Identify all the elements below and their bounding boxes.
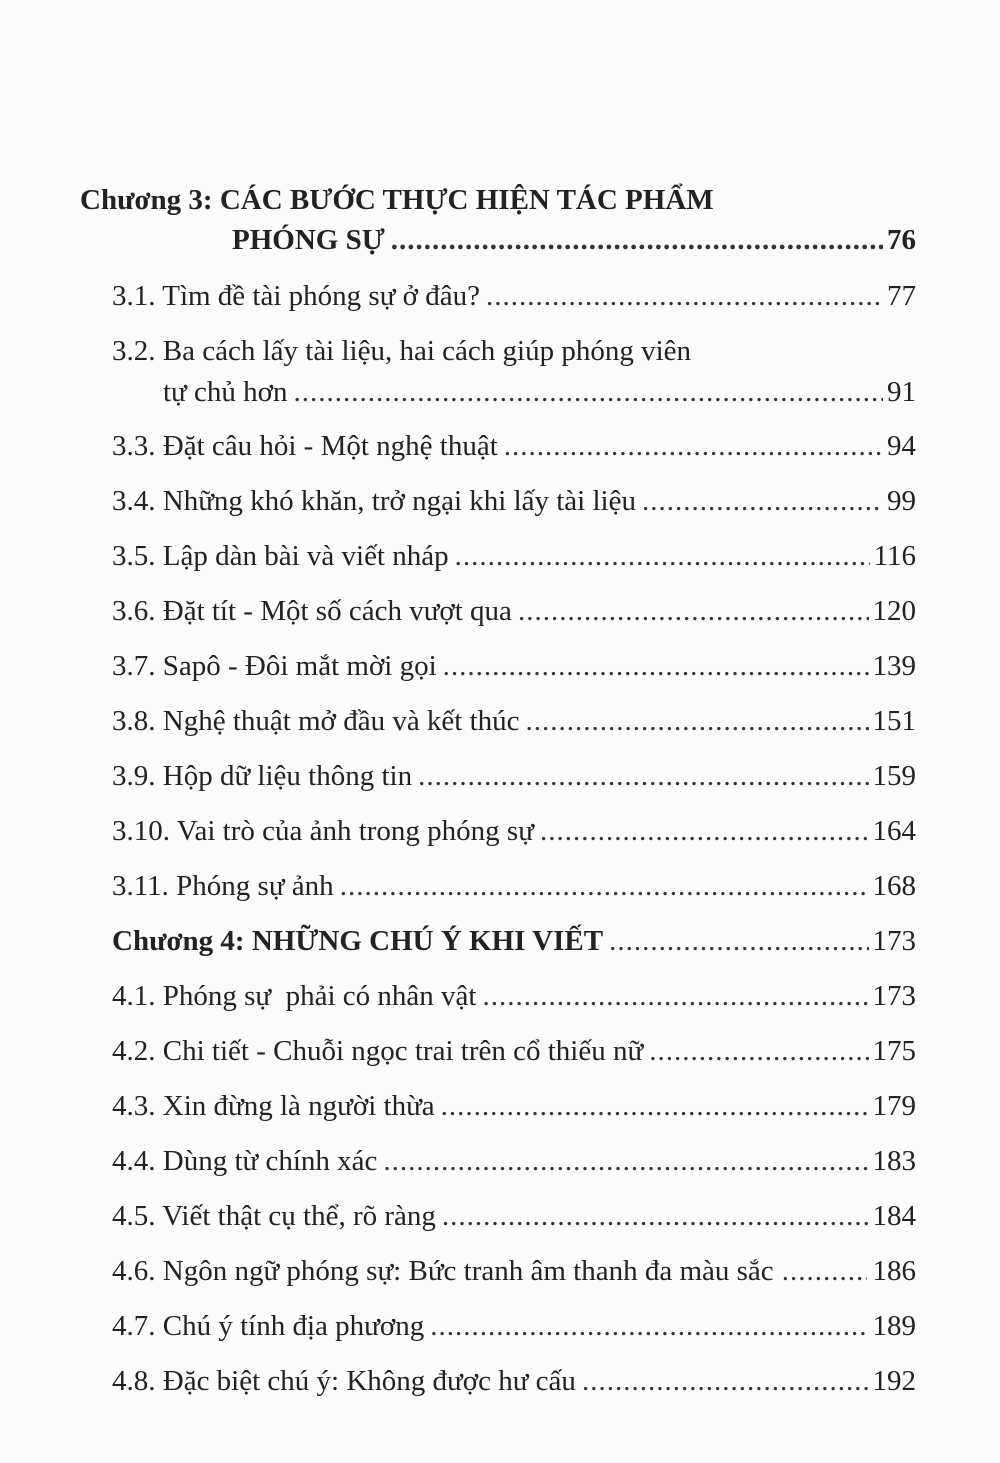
page-number: 116 bbox=[873, 540, 916, 572]
leader-dots bbox=[526, 707, 869, 736]
chapter-3-title-continued bbox=[232, 226, 916, 255]
toc-entry bbox=[112, 1037, 916, 1066]
leader-dots bbox=[391, 226, 883, 255]
toc-entry-title: 3.5. Lập dàn bài và viết nháp bbox=[112, 540, 449, 572]
leader-dots bbox=[486, 282, 883, 311]
page-number: 164 bbox=[872, 815, 916, 847]
toc-entry bbox=[112, 542, 916, 571]
page-number: 120 bbox=[872, 595, 916, 627]
toc-entry bbox=[112, 707, 916, 736]
toc-entry-title-line1: 3.2. Ba cách lấy tài liệu, hai cách giúp phóng viên bbox=[112, 335, 692, 367]
toc-entry-title: 4.8. Đặc biệt chú ý: Không được hư cấu bbox=[112, 1365, 576, 1397]
leader-dots bbox=[441, 1092, 869, 1121]
page-number: 192 bbox=[872, 1365, 916, 1397]
toc-entry-title: 3.11. Phóng sự ảnh bbox=[112, 870, 334, 902]
toc-entry-title: 3.6. Đặt tít - Một số cách vượt qua bbox=[112, 595, 512, 627]
page-number: 189 bbox=[872, 1310, 916, 1342]
chapter-3-title-line2: PHÓNG SỰ bbox=[232, 224, 385, 256]
toc-entry bbox=[112, 1257, 916, 1286]
chapter-4-title: Chương 4: NHỮNG CHÚ Ý KHI VIẾT bbox=[112, 925, 604, 957]
toc-entry bbox=[112, 487, 916, 516]
toc-entry-title: 4.1. Phóng sự phải có nhân vật bbox=[112, 980, 477, 1012]
chapter-3-title: Chương 3: CÁC BƯỚC THỰC HIỆN TÁC PHẨM bbox=[80, 184, 714, 216]
leader-dots bbox=[340, 872, 869, 901]
toc-entry-title: 4.5. Viết thật cụ thể, rõ ràng bbox=[112, 1200, 436, 1232]
toc-entry bbox=[112, 817, 916, 846]
toc-entry bbox=[112, 762, 916, 791]
toc-entry-title: 3.9. Hộp dữ liệu thông tin bbox=[112, 760, 413, 792]
leader-dots bbox=[430, 1312, 868, 1341]
toc-entry bbox=[112, 1092, 916, 1121]
page-number: 139 bbox=[872, 650, 916, 682]
page-number: 184 bbox=[872, 1200, 916, 1232]
page-number: 179 bbox=[872, 1090, 916, 1122]
toc-entry-title: 3.10. Vai trò của ảnh trong phóng sự bbox=[112, 815, 534, 847]
toc-entry bbox=[112, 872, 916, 901]
leader-dots bbox=[482, 982, 868, 1011]
toc-entry-title: 3.8. Nghệ thuật mở đầu và kết thúc bbox=[112, 705, 520, 737]
leader-dots bbox=[418, 762, 868, 791]
toc-entry-title: 4.7. Chú ý tính địa phương bbox=[112, 1310, 425, 1342]
toc-entry-title: 4.2. Chi tiết - Chuỗi ngọc trai trên cổ thiếu nữ bbox=[112, 1035, 644, 1067]
toc-entry bbox=[112, 1147, 916, 1176]
page-number: 186 bbox=[872, 1255, 916, 1287]
page-number: 168 bbox=[872, 870, 916, 902]
toc-entry bbox=[112, 282, 916, 311]
page-number: 173 bbox=[872, 980, 916, 1012]
leader-dots bbox=[455, 542, 870, 571]
leader-dots bbox=[649, 1037, 868, 1066]
leader-dots bbox=[609, 927, 868, 956]
page-number: 159 bbox=[872, 760, 916, 792]
leader-dots bbox=[443, 652, 869, 681]
leader-dots bbox=[293, 378, 883, 407]
leader-dots bbox=[782, 1257, 867, 1286]
leader-dots bbox=[540, 817, 869, 846]
chapter-4-heading bbox=[112, 927, 916, 956]
toc-entry-title: tự chủ hơn bbox=[163, 376, 288, 408]
toc-entry bbox=[112, 432, 916, 461]
leader-dots bbox=[383, 1147, 868, 1176]
page-number: 76 bbox=[887, 224, 916, 256]
page-number: 183 bbox=[872, 1145, 916, 1177]
toc-entry-title: 3.7. Sapô - Đôi mắt mời gọi bbox=[112, 650, 437, 682]
page-number: 94 bbox=[887, 430, 916, 462]
page-number: 99 bbox=[887, 485, 916, 517]
toc-entry bbox=[112, 1312, 916, 1341]
toc-entry-title: 4.4. Dùng từ chính xác bbox=[112, 1145, 378, 1177]
toc-entry-title: 4.6. Ngôn ngữ phóng sự: Bức tranh âm thanh đa màu sắc bbox=[112, 1255, 774, 1287]
page-number: 173 bbox=[872, 925, 916, 957]
toc-entry bbox=[112, 1202, 916, 1231]
toc-entry bbox=[112, 1367, 916, 1396]
toc-entry bbox=[163, 378, 916, 407]
leader-dots bbox=[518, 597, 869, 626]
toc-entry-title: 3.1. Tìm đề tài phóng sự ở đâu? bbox=[112, 280, 480, 312]
page-number: 91 bbox=[887, 376, 916, 408]
page-number: 151 bbox=[872, 705, 916, 737]
toc-entry-title: 3.3. Đặt câu hỏi - Một nghệ thuật bbox=[112, 430, 498, 462]
toc-entry bbox=[112, 652, 916, 681]
page-number: 175 bbox=[872, 1035, 916, 1067]
leader-dots bbox=[504, 432, 883, 461]
leader-dots bbox=[442, 1202, 869, 1231]
toc-entry bbox=[112, 982, 916, 1011]
toc-entry-title: 3.4. Những khó khăn, trở ngại khi lấy tài liệu bbox=[112, 485, 636, 517]
leader-dots bbox=[642, 487, 883, 516]
page-number: 77 bbox=[887, 280, 916, 312]
leader-dots bbox=[582, 1367, 869, 1396]
toc-entry-title: 4.3. Xin đừng là người thừa bbox=[112, 1090, 435, 1122]
toc-entry bbox=[112, 597, 916, 626]
